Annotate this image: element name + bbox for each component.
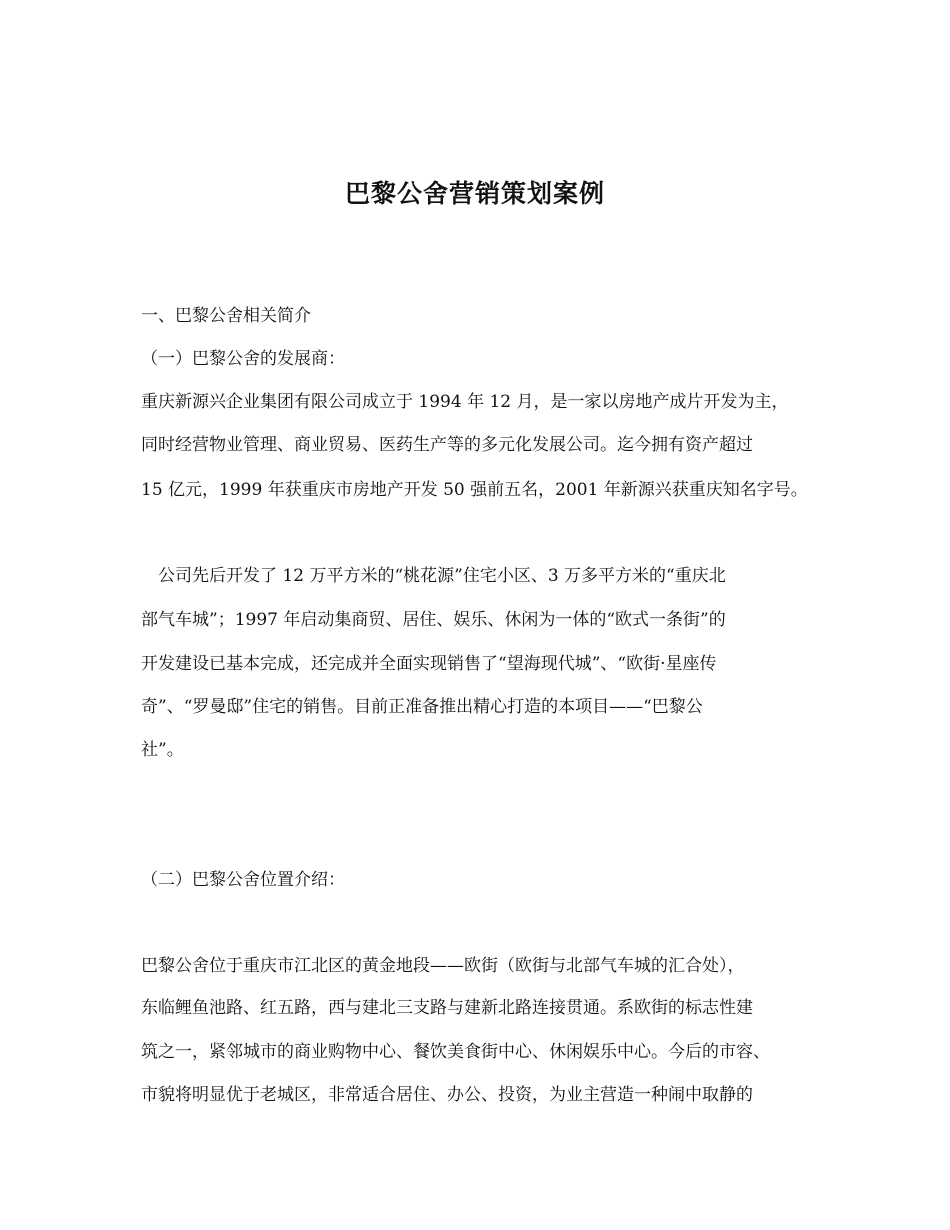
subsection-heading-developer: （一）巴黎公舍的发展商：: [141, 349, 345, 369]
paragraph-line: 筑之一，紧邻城市的商业购物中心、餐饮美食街中心、休闲娱乐中心。今后的市容、: [141, 1042, 770, 1062]
paragraph-line: 奇”、“罗曼邸”住宅的销售。目前正准备推出精心打造的本项目——“巴黎公: [141, 697, 703, 717]
paragraph-line: 15 亿元，1999 年获重庆市房地产开发 50 强前五名，2001 年新源兴获重庆知名字号。: [141, 480, 808, 500]
section-heading-intro: 一、巴黎公舍相关简介: [141, 306, 311, 326]
paragraph-line: 巴黎公舍位于重庆市江北区的黄金地段——欧街（欧街与北部气车城的汇合处），: [141, 956, 745, 976]
paragraph-line: 市貌将明显优于老城区，非常适合居住、办公、投资，为业主营造一种闹中取静的: [141, 1085, 753, 1105]
subsection-heading-location: （二）巴黎公舍位置介绍：: [141, 870, 345, 890]
document-title: 巴黎公舍营销策划案例: [344, 179, 605, 208]
paragraph-line: 社”。: [141, 740, 184, 760]
paragraph-line: 重庆新源兴企业集团有限公司成立于 1994 年 12 月，是一家以房地产成片开发为主，: [141, 392, 789, 412]
paragraph-line: 东临鲤鱼池路、红五路，西与建北三支路与建新北路连接贯通。系欧街的标志性建: [141, 998, 753, 1018]
paragraph-line: 开发建设已基本完成，还完成并全面实现销售了“望海现代城”、“欧街·星座传: [141, 654, 717, 674]
paragraph-line: 部气车城”；1997 年启动集商贸、居住、娱乐、休闲为一体的“欧式一条街”的: [141, 610, 726, 630]
paragraph-line: 公司先后开发了 12 万平方米的“桃花源”住宅小区、3 万多平方米的“重庆北: [141, 566, 726, 586]
paragraph-line: 同时经营物业管理、商业贸易、医药生产等的多元化发展公司。迄今拥有资产超过: [141, 435, 753, 455]
